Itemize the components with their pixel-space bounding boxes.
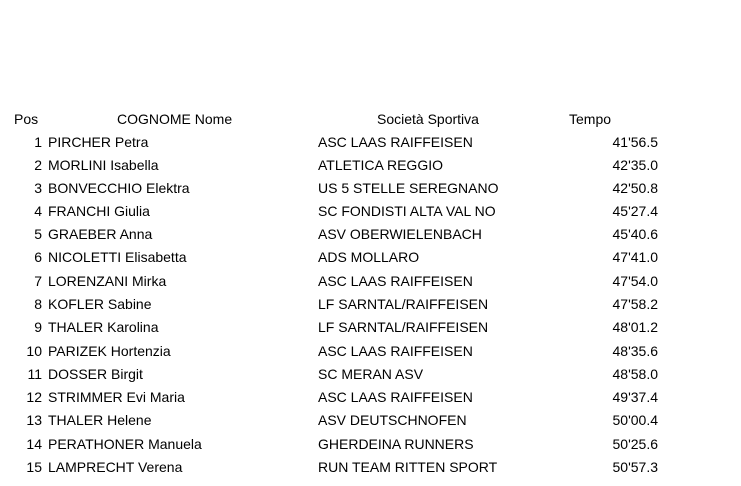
row-club: ASV OBERWIELENBACH (318, 226, 482, 242)
table-row (0, 340, 741, 363)
row-pos: 6 (34, 249, 42, 265)
row-name: BONVECCHIO Elektra (48, 180, 190, 196)
row-time: 50'25.6 (612, 436, 658, 452)
row-name: GRAEBER Anna (48, 226, 153, 242)
row-club: US 5 STELLE SEREGNANO (318, 180, 499, 196)
row-name: DOSSER Birgit (48, 366, 143, 382)
table-row (0, 200, 741, 223)
header-club: Società Sportiva (377, 111, 479, 127)
row-name: STRIMMER Evi Maria (48, 389, 185, 405)
table-row (0, 293, 741, 316)
header-row (0, 108, 741, 131)
row-club: RUN TEAM RITTEN SPORT (318, 459, 498, 475)
header-pos: Pos (14, 111, 39, 127)
row-pos: 11 (27, 366, 42, 382)
row-club: SC MERAN ASV (318, 366, 424, 382)
table-row (0, 131, 741, 154)
row-name: LAMPRECHT Verena (48, 459, 183, 475)
row-name: KOFLER Sabine (48, 296, 152, 312)
row-name: PERATHONER Manuela (48, 436, 202, 452)
table-row (0, 386, 741, 409)
row-name: LORENZANI Mirka (48, 273, 167, 289)
row-club: ASC LAAS RAIFFEISEN (318, 134, 473, 150)
row-club: ASC LAAS RAIFFEISEN (318, 389, 473, 405)
table-row (0, 456, 741, 479)
row-time: 42'35.0 (612, 157, 658, 173)
row-club: ADS MOLLARO (318, 249, 420, 265)
header-time: Tempo (569, 111, 612, 127)
row-name: THALER Helene (48, 412, 152, 428)
row-name: PARIZEK Hortenzia (48, 343, 171, 359)
row-time: 48'35.6 (612, 343, 658, 359)
row-time: 48'58.0 (612, 366, 658, 382)
row-pos: 13 (26, 412, 42, 428)
row-pos: 2 (34, 157, 42, 173)
row-time: 45'40.6 (612, 226, 658, 242)
row-club: SC FONDISTI ALTA VAL NO (318, 203, 496, 219)
row-pos: 9 (34, 319, 42, 335)
row-name: FRANCHI Giulia (48, 203, 150, 219)
row-time: 48'01.2 (612, 319, 658, 335)
row-name: THALER Karolina (48, 319, 159, 335)
row-time: 50'00.4 (612, 412, 658, 428)
row-club: ASC LAAS RAIFFEISEN (318, 343, 473, 359)
row-name: PIRCHER Petra (48, 134, 149, 150)
row-club: ASV DEUTSCHNOFEN (318, 412, 467, 428)
row-club: LF SARNTAL/RAIFFEISEN (318, 319, 489, 335)
table-row (0, 154, 741, 177)
row-club: ASC LAAS RAIFFEISEN (318, 273, 473, 289)
row-pos: 7 (34, 273, 42, 289)
table-row (0, 316, 741, 339)
row-pos: 1 (34, 134, 42, 150)
row-pos: 14 (26, 436, 42, 452)
row-time: 42'50.8 (612, 180, 658, 196)
row-club: ATLETICA REGGIO (318, 157, 443, 173)
row-time: 45'27.4 (612, 203, 658, 219)
row-pos: 8 (34, 296, 42, 312)
table-row (0, 223, 741, 246)
row-time: 49'37.4 (612, 389, 658, 405)
row-name: NICOLETTI Elisabetta (48, 249, 187, 265)
row-pos: 10 (26, 343, 42, 359)
row-pos: 15 (26, 459, 42, 475)
row-pos: 4 (34, 203, 42, 219)
table-row (0, 363, 741, 386)
table-row (0, 177, 741, 200)
row-time: 47'58.2 (612, 296, 658, 312)
row-pos: 5 (34, 226, 42, 242)
row-time: 41'56.5 (612, 134, 658, 150)
row-pos: 3 (34, 180, 42, 196)
row-club: GHERDEINA RUNNERS (318, 436, 474, 452)
row-time: 47'54.0 (612, 273, 658, 289)
table-row (0, 433, 741, 456)
table-row (0, 409, 741, 432)
row-time: 47'41.0 (612, 249, 658, 265)
table-row (0, 246, 741, 269)
row-name: MORLINI Isabella (48, 157, 159, 173)
row-time: 50'57.3 (612, 459, 658, 475)
table-row (0, 270, 741, 293)
row-club: LF SARNTAL/RAIFFEISEN (318, 296, 489, 312)
row-pos: 12 (26, 389, 42, 405)
header-name: COGNOME Nome (117, 111, 233, 127)
